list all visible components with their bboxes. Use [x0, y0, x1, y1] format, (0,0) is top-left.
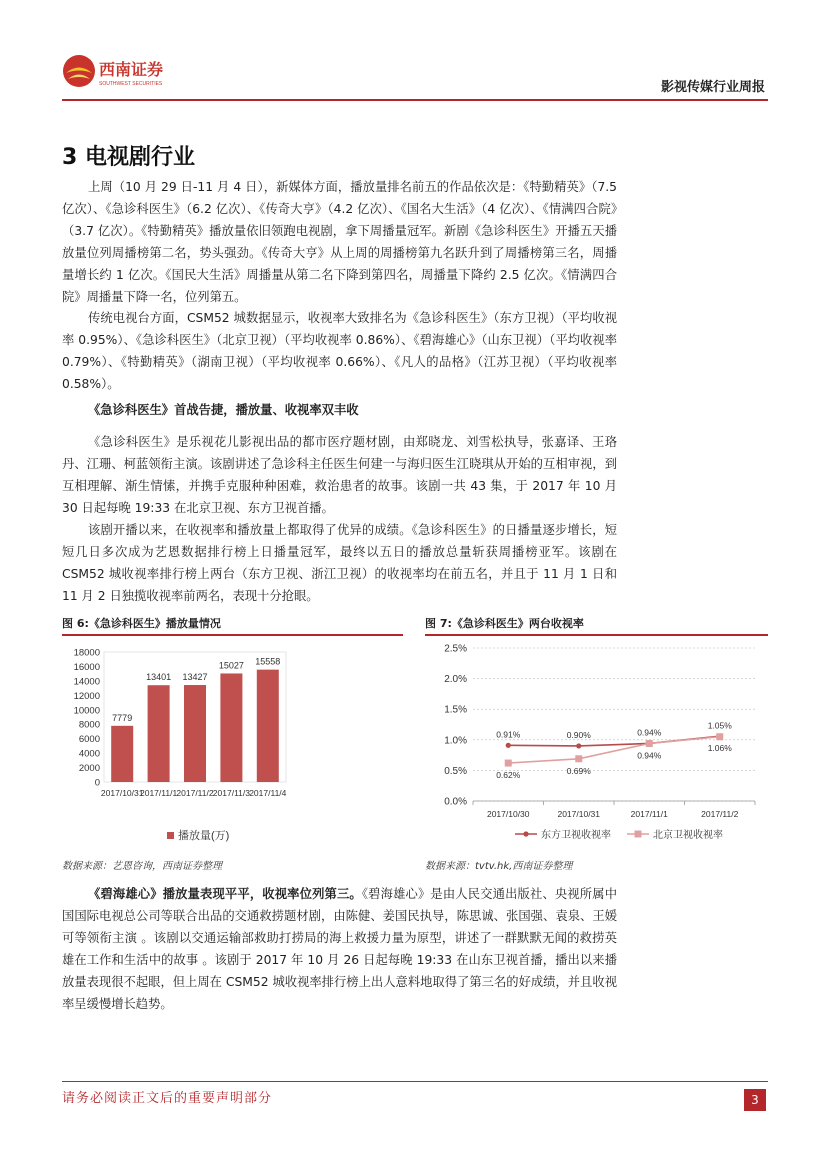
x-tick-label: 2017/11/1	[140, 788, 178, 798]
subheading-bihai-xiongxin: 《碧海雄心》播放量表现平平，收视率位列第三。	[88, 887, 362, 901]
data-point	[576, 743, 581, 748]
y-tick-label: 2.5%	[444, 643, 467, 655]
data-point	[505, 760, 512, 767]
data-label: 0.62%	[496, 770, 521, 781]
bar	[111, 726, 133, 782]
y-tick-label: 1.5%	[444, 704, 467, 716]
figure-7-title: 图 7:《急诊科医生》两台收视率	[425, 617, 584, 630]
section-title: 3 电视剧行业	[62, 145, 195, 170]
data-label: 0.94%	[637, 727, 662, 738]
x-tick-label: 2017/11/1	[630, 809, 668, 819]
x-tick-label: 2017/11/4	[249, 788, 287, 798]
footer-disclaimer: 请务必阅读正文后的重要声明部分	[62, 1091, 273, 1106]
bar-data-label: 15027	[218, 660, 244, 671]
legend-label: 东方卫视收视率	[541, 830, 611, 841]
y-tick-label: 0	[94, 777, 100, 789]
chart-ratings	[425, 640, 768, 850]
bar	[148, 685, 170, 782]
y-tick-label: 2000	[78, 763, 100, 775]
legend-label: 北京卫视收视率	[653, 830, 723, 841]
data-label: 1.05%	[707, 720, 732, 731]
paragraph-bihai-body: 《碧海雄心》是由人民交通出版社、央视所属中国国际电视总公司等联合出品的交通救捞题材剧，由陈健、姜国民执导，陈思诚、张国强、袁泉、王媛可等领衔主演 。该剧以交通运输部救助打捞局的海上救援力量为原型，讲述了一群默默无闻的救捞英雄在工作和生活中的故事 。该剧于 2017 年 10 月 26 日起每晚 19:33 在山东卫视首播，播出以来播放量表现很不起眼，但上周在 CSM52 城收视率排行榜上出人意料地取得了第三名的好成绩，并且收视率呈缓慢增长趋势。	[62, 887, 617, 1011]
y-tick-label: 0.5%	[444, 765, 467, 777]
y-tick-label: 0.0%	[444, 796, 467, 808]
paragraph-emergency-performance: 该剧开播以来，在收视率和播放量上都取得了优异的成绩。《急诊科医生》的日播量逐步增长，短短几日多次成为艺恩数据排行榜上日播量冠军，最终以五日的播放总量斩获周播榜亚军。该剧在 CSM52 城收视率排行榜上两台（东方卫视、浙江卫视）的收视率均在前五名，并且于 11 月 1 日和 11 月 2 日独揽收视率前两名，表现十分抢眼。	[62, 523, 617, 603]
x-tick-label: 2017/10/30	[486, 809, 530, 819]
data-point	[506, 743, 511, 748]
paragraph-subheading-emergency	[62, 399, 617, 421]
x-tick-label: 2017/11/3	[212, 788, 250, 798]
figure-6-source: 数据来源：艺恩咨询，西南证券整理	[62, 861, 222, 872]
footer-divider	[62, 1081, 768, 1082]
bar	[220, 673, 242, 782]
y-tick-label: 6000	[78, 734, 100, 746]
y-tick-label: 2.0%	[444, 674, 467, 686]
bar-data-label: 7779	[112, 712, 133, 723]
y-tick-label: 16000	[73, 661, 100, 673]
y-tick-label: 18000	[73, 647, 100, 659]
data-point	[716, 733, 723, 740]
legend-marker	[523, 831, 528, 836]
x-tick-label: 2017/11/2	[701, 809, 739, 819]
bar-data-label: 15558	[255, 656, 281, 667]
logo-emblem-icon	[63, 55, 95, 87]
bar-data-label: 13427	[182, 672, 208, 683]
paragraph-bihai-xiongxin	[62, 883, 617, 1015]
y-tick-label: 10000	[73, 705, 100, 717]
data-label: 0.69%	[566, 765, 591, 776]
legend-label: 播放量(万)	[178, 830, 230, 842]
data-label: 0.94%	[637, 750, 662, 761]
logo-english-name: SOUTHWEST SECURITIES	[99, 81, 163, 87]
data-point	[646, 740, 653, 747]
subheading-emergency-doctor: 《急诊科医生》首战告捷，播放量、收视率双丰收	[88, 403, 359, 417]
y-tick-label: 12000	[73, 690, 100, 702]
x-tick-label: 2017/10/31	[100, 788, 144, 798]
x-tick-label: 2017/10/31	[557, 809, 601, 819]
header-divider	[62, 99, 768, 101]
paragraph-tv-ratings: 传统电视台方面，CSM52 城数据显示，收视率大致排名为《急诊科医生》（东方卫视）（平均收视率 0.95%）、《急诊科医生》（北京卫视）（平均收视率 0.86%）、《碧海雄心》（山东卫视）（平均收视率 0.79%）、《特勤精英》（湖南卫视）（平均收视率 0.66%）、《凡人的品格》（江苏卫视）（平均收视率 0.58%）。	[62, 311, 617, 391]
figure-7-divider	[425, 634, 768, 636]
paragraph-emergency-intro: 《急诊科医生》是乐视花儿影视出品的都市医疗题材剧，由郑晓龙、刘雪松执导，张嘉译、王珞丹、江珊、柯蓝领衔主演。该剧讲述了急诊科主任医生何建一与海归医生江晓琪从开始的互相审视，到互相理解、渐生情愫，并携手克服种种困难，救治患者的故事。该剧一共 43 集，于 2017 年 10 月 30 日起每晚 19:33 在北京卫视、东方卫视首播。	[62, 435, 617, 515]
company-logo	[62, 52, 170, 90]
chart-daily-plays	[62, 640, 403, 850]
figure-6-divider	[62, 634, 403, 636]
y-tick-label: 8000	[78, 719, 100, 731]
y-tick-label: 4000	[78, 748, 100, 760]
bar	[184, 685, 206, 782]
data-point	[575, 755, 582, 762]
bar-data-label: 13401	[146, 672, 172, 683]
report-title: 影视传媒行业周报	[660, 80, 765, 95]
data-label: 0.90%	[566, 729, 591, 740]
y-tick-label: 1.0%	[444, 735, 467, 747]
series-line	[508, 737, 720, 763]
legend-swatch	[167, 832, 174, 839]
legend-marker	[635, 831, 642, 838]
x-tick-label: 2017/11/2	[176, 788, 214, 798]
bar	[257, 670, 279, 782]
series-line	[508, 736, 720, 746]
paragraph-weekly-streaming: 上周（10 月 29 日-11 月 4 日），新媒体方面，播放量排名前五的作品依次是：《特勤精英》（7.5 亿次）、《急诊科医生》（6.2 亿次）、《传奇大亨》（4.2 亿次）、《国名大生活》（4 亿次）、《情满四合院》（3.7 亿次）。《特勤精英》播放量依旧领跑电视剧，拿下周播量冠军。新剧《急诊科医生》开播五天播放量位列周播榜第二名，势头强劲。《传奇大亨》从上周的周播榜第九名跃升到了周播榜第三名，周播量增长约 1 亿次。《国民大生活》周播量从第二名下降到第四名，周播量下降约 2.5 亿次。《情满四合院》周播量下降一名，位列第五。	[62, 180, 617, 304]
figure-7-source: 数据来源：tvtv.hk,西南证券整理	[425, 861, 573, 872]
logo-chinese-name: 西南证券	[99, 62, 164, 79]
y-tick-label: 14000	[73, 676, 100, 688]
figure-6-title: 图 6:《急诊科医生》播放量情况	[62, 617, 221, 630]
data-label: 0.91%	[496, 729, 521, 740]
data-label: 1.06%	[707, 743, 732, 754]
page-number: 3	[744, 1089, 766, 1111]
